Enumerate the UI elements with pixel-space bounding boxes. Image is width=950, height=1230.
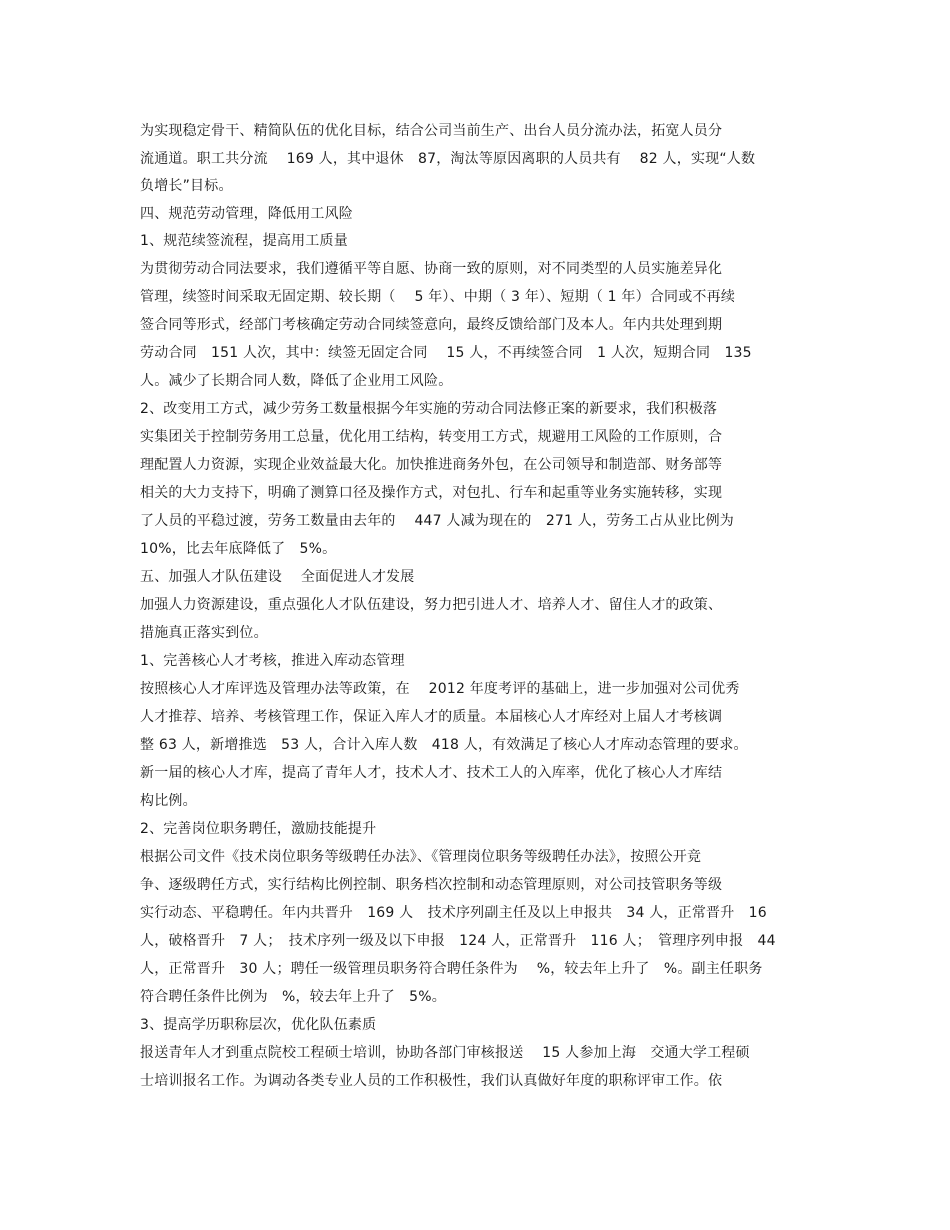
- text-line: 签合同等形式，经部门考核确定劳动合同续签意向，最终反馈给部门及本人。年内共处理到期: [140, 317, 723, 333]
- text-line: 人，破格晋升 7 人； 技术序列一级及以下申报 124 人，正常晋升 116 人； 管理序列申报 44: [140, 933, 776, 949]
- text-line: 理配置人力资源，实现企业效益最大化。加快推进商务外包，在公司领导和制造部、财务部等: [140, 457, 723, 473]
- text-line: 争、逐级聘任方式，实行结构比例控制、职务档次控制和动态管理原则，对公司技管职务等级: [140, 877, 723, 893]
- text-line: 为贯彻劳动合同法要求，我们遵循平等自愿、协商一致的原则，对不同类型的人员实施差异化: [140, 261, 723, 277]
- text-line: 按照核心人才库评选及管理办法等政策，在 2012 年度考评的基础上，进一步加强对公司优秀: [140, 681, 740, 697]
- text-line: 士培训报名工作。为调动各类专业人员的工作积极性，我们认真做好年度的职称评审工作。依: [140, 1073, 723, 1089]
- text-line: 构比例。: [140, 793, 197, 809]
- text-line: 相关的大力支持下，明确了测算口径及操作方式，对包扎、行车和起重等业务实施转移，实现: [140, 485, 723, 501]
- text-line: 了人员的平稳过渡，劳务工数量由去年的 447 人减为现在的 271 人，劳务工占从业比例为: [140, 513, 734, 529]
- text-line: 人。减少了长期合同人数，降低了企业用工风险。: [140, 373, 453, 389]
- text-line: 管理，续签时间采取无固定期、较长期（ 5 年）、中期（ 3 年）、短期（ 1 年）合同或不再续: [140, 289, 736, 305]
- text-line: 根据公司文件《技术岗位职务等级聘任办法》、《管理岗位职务等级聘任办法》，按照公开竞: [140, 849, 702, 865]
- text-line: 整 63 人，新增推选 53 人，合计入库人数 418 人，有效满足了核心人才库动态管理的要求。: [140, 737, 748, 753]
- text-line: 报送青年人才到重点院校工程硕士培训，协助各部门审核报送 15 人参加上海 交通大学工程硕: [140, 1045, 750, 1061]
- text-line: 人，正常晋升 30 人；聘任一级管理员职务符合聘任条件为 %，较去年上升了 %。副主任职务: [140, 961, 763, 977]
- text-line: 流通道。职工共分流 169 人，其中退休 87，淘汰等原因离职的人员共有 82 人，实现“人数: [140, 151, 756, 167]
- text-line: 劳动合同 151 人次，其中：续签无固定合同 15 人，不再续签合同 1 人次，短期合同 135: [140, 345, 752, 361]
- text-line: 实集团关于控制劳务用工总量，优化用工结构，转变用工方式，规避用工风险的工作原则，合: [140, 429, 723, 445]
- text-line: 人才推荐、培养、考核管理工作，保证入库人才的质量。本届核心人才库经对上届人才考核调: [140, 709, 723, 725]
- text-line: 10%，比去年底降低了 5%。: [140, 541, 337, 557]
- text-line: 加强人力资源建设，重点强化人才队伍建设，努力把引进人才、培养人才、留住人才的政策、: [140, 597, 723, 613]
- text-line: 符合聘任条件比例为 %，较去年上升了 5%。: [140, 989, 446, 1005]
- text-line: 措施真正落实到位。: [140, 625, 268, 641]
- text-line: 实行动态、平稳聘任。年内共晋升 169 人 技术序列副主任及以上申报共 34 人，正常晋升 16: [140, 905, 767, 921]
- subsection-heading: 1、完善核心人才考核，推进入库动态管理: [140, 653, 405, 669]
- subsection-heading: 2、改变用工方式，减少劳务工数量根据今年实施的劳动合同法修正案的新要求，我们积极落: [140, 401, 718, 417]
- section-heading: 四、规范劳动管理，降低用工风险: [140, 206, 353, 222]
- subsection-heading: 1、规范续签流程，提高用工质量: [140, 233, 348, 249]
- text-line: 负增长”目标。: [140, 178, 233, 194]
- subsection-heading: 2、完善岗位职务聘任，激励技能提升: [140, 821, 377, 837]
- text-line: 新一届的核心人才库，提高了青年人才，技术人才、技术工人的入库率，优化了核心人才库结: [140, 765, 723, 781]
- section-heading: 五、加强人才队伍建设 全面促进人才发展: [140, 569, 415, 585]
- text-line: 为实现稳定骨干、精简队伍的优化目标，结合公司当前生产、出台人员分流办法，拓宽人员分: [140, 123, 723, 139]
- subsection-heading: 3、提高学历职称层次，优化队伍素质: [140, 1017, 377, 1033]
